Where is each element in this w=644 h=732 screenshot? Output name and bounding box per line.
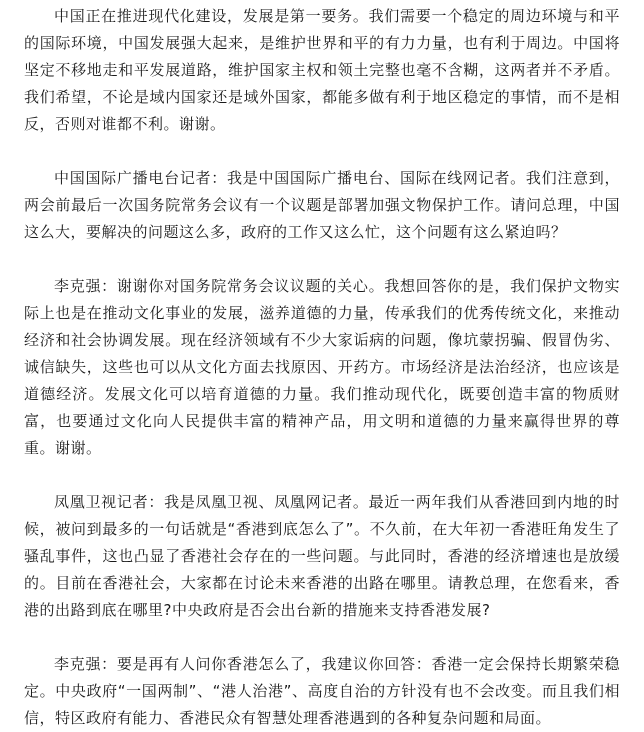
paragraph-hong-kong-answer: 李克强：要是再有人问你香港怎么了，我建议你回答：香港一定会保持长期繁荣稳定。中央政府“一国两制”、“港人治港”、高度自治的方针没有也不会改变。而且我们相信，特区政府有能力、香港民众有智慧处理香港遇到的各种复杂问题和局面。 [24, 655, 620, 727]
paragraph-cri-question: 中国国际广播电台记者：我是中国国际广播电台、国际在线网记者。我们注意到，两会前最后一次国务院常务会议有一个议题是部署加强文物保护工作。请问总理，中国这么大，要解决的问题这么多，政府的工作又这么忙，这个问题有这么紧迫吗？ [24, 169, 620, 241]
paragraph-phoenix-question: 凤凰卫视记者：我是凤凰卫视、凤凰网记者。最近一两年我们从香港回到内地的时候，被问到最多的一句话就是“香港到底怎么了”。不久前，在大年初一香港旺角发生了骚乱事件，这也凸显了香港社会存在的一些问题。与此同时，香港的经济增速也是放缓的。目前在香港社会，大家都在讨论未来香港的出路在哪里。请教总理，在您看来，香港的出路到底在哪里?中央政府是否会出台新的措施来支持香港发展? [24, 493, 620, 619]
article-body [24, 3, 620, 732]
paragraph-peace-development: 中国正在推进现代化建设，发展是第一要务。我们需要一个稳定的周边环境与和平的国际环境，中国发展强大起来，是维护世界和平的有力力量，也有利于周边。中国将坚定不移地走和平发展道路，维护国家主权和领土完整也毫不含糊，这两者并不矛盾。我们希望，不论是域内国家还是域外国家，都能多做有利于地区稳定的事情，而不是相反，否则对谁都不利。谢谢。 [24, 7, 620, 133]
paragraph-cultural-relics-answer: 李克强：谢谢你对国务院常务会议议题的关心。我想回答你的是，我们保护文物实际上也是在推动文化事业的发展，滋养道德的力量，传承我们的优秀传统文化，来推动经济和社会协调发展。现在经济领域有不少大家诟病的问题，像坑蒙拐骗、假冒伪劣、诚信缺失，这些也可以从文化方面去找原因、开药方。市场经济是法治经济，也应该是道德经济。发展文化可以培育道德的力量。我们推动现代化，既要创造丰富的物质财富，也要通过文化向人民提供丰富的精神产品，用文明和道德的力量来赢得世界的尊重。谢谢。 [24, 277, 620, 457]
